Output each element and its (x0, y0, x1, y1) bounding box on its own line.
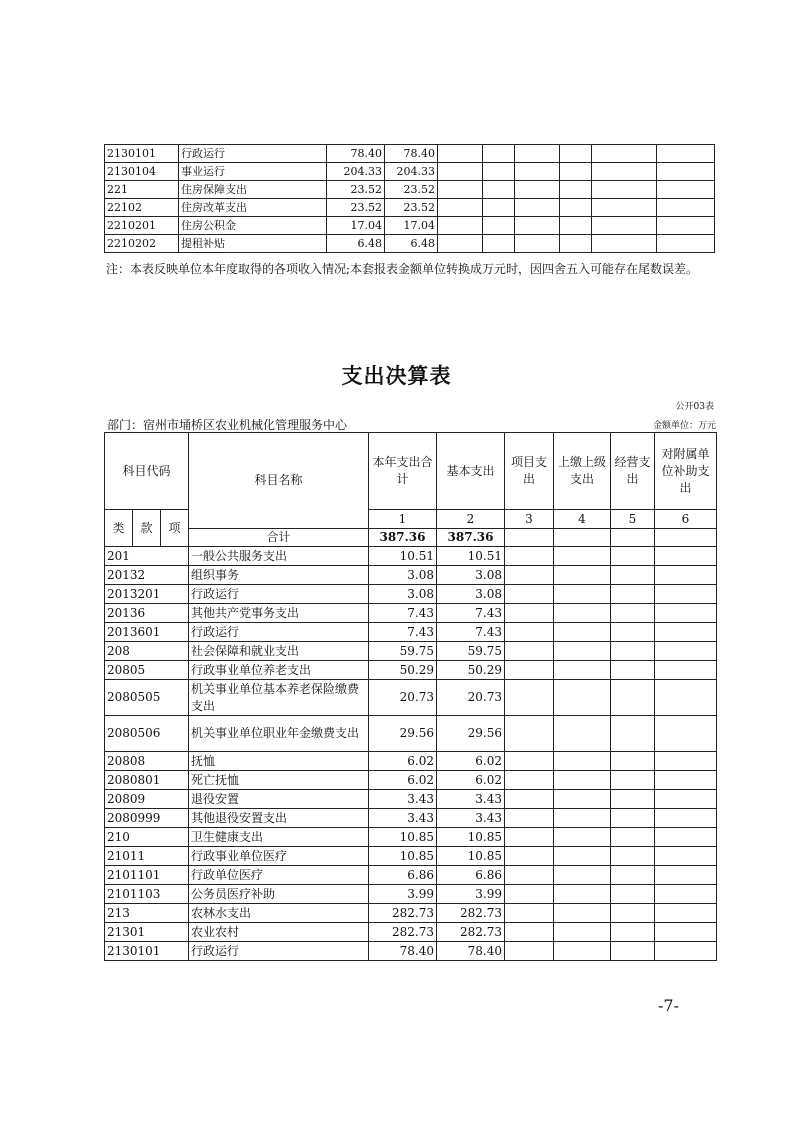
empty-cell (554, 847, 611, 866)
empty-cell (655, 828, 717, 847)
header-basic: 基本支出 (437, 433, 505, 510)
empty-cell (657, 199, 715, 217)
row-total: 78.40 (369, 942, 437, 961)
table-row (105, 199, 715, 217)
row-basic: 17.04 (385, 217, 438, 235)
row-code: 20132 (105, 566, 189, 585)
row-total: 29.56 (369, 716, 437, 752)
empty-cell (611, 585, 655, 604)
empty-cell (554, 623, 611, 642)
header-kuan: 款 (133, 510, 161, 547)
row-code: 22102 (105, 199, 179, 217)
empty-cell (655, 585, 717, 604)
empty-cell (505, 847, 554, 866)
row-basic: 78.40 (437, 942, 505, 961)
col-no-6: 6 (655, 510, 717, 529)
empty-cell (505, 623, 554, 642)
empty-cell (483, 163, 515, 181)
empty-cell (655, 771, 717, 790)
row-name: 住房公积金 (179, 217, 327, 235)
empty-cell (505, 942, 554, 961)
row-basic: 282.73 (437, 904, 505, 923)
col-no-1: 1 (369, 510, 437, 529)
row-basic: 78.40 (385, 145, 438, 163)
empty-cell (554, 771, 611, 790)
row-basic: 20.73 (437, 680, 505, 716)
row-name: 社会保障和就业支出 (189, 642, 369, 661)
row-total: 282.73 (369, 923, 437, 942)
table-row (105, 866, 717, 885)
row-name: 住房改革支出 (179, 199, 327, 217)
row-name: 抚恤 (189, 752, 369, 771)
empty-cell (655, 904, 717, 923)
row-code: 21011 (105, 847, 189, 866)
empty-cell (611, 809, 655, 828)
sum-business (611, 529, 655, 547)
empty-cell (611, 847, 655, 866)
empty-cell (611, 866, 655, 885)
empty-cell (505, 866, 554, 885)
empty-cell (611, 923, 655, 942)
row-code: 2101101 (105, 866, 189, 885)
sum-project (505, 529, 554, 547)
row-basic: 50.29 (437, 661, 505, 680)
empty-cell (554, 680, 611, 716)
table-row (105, 642, 717, 661)
empty-cell (554, 828, 611, 847)
empty-cell (483, 181, 515, 199)
row-name: 机关事业单位职业年金缴费支出 (189, 716, 369, 752)
page-number: -7- (658, 996, 679, 1015)
row-code: 21301 (105, 923, 189, 942)
empty-cell (655, 680, 717, 716)
row-code: 2130101 (105, 145, 179, 163)
header-upper: 上缴上级支出 (554, 433, 611, 510)
table-row (105, 942, 717, 961)
header-xiang: 项 (161, 510, 189, 547)
table-row (105, 623, 717, 642)
row-total: 20.73 (369, 680, 437, 716)
row-basic: 6.02 (437, 771, 505, 790)
table-row (105, 885, 717, 904)
table-row (105, 181, 715, 199)
header-sum-label: 合计 (189, 529, 369, 547)
empty-cell (611, 790, 655, 809)
empty-cell (611, 942, 655, 961)
row-name: 提租补贴 (179, 235, 327, 253)
empty-cell (611, 716, 655, 752)
sum-upper (554, 529, 611, 547)
unit-label: 金额单位：万元 (652, 421, 716, 431)
empty-cell (592, 181, 657, 199)
empty-cell (655, 847, 717, 866)
table-note: 注：本表反映单位本年度取得的各项收入情况;本套报表金额单位转换成万元时，因四舍五入可能存在尾数误差。 (106, 262, 699, 276)
empty-cell (483, 235, 515, 253)
row-code: 213 (105, 904, 189, 923)
row-name: 行政运行 (179, 145, 327, 163)
row-name: 一般公共服务支出 (189, 547, 369, 566)
empty-cell (505, 604, 554, 623)
empty-cell (515, 163, 560, 181)
row-total: 3.43 (369, 790, 437, 809)
table-row (105, 585, 717, 604)
row-total: 3.08 (369, 566, 437, 585)
row-name: 其他退役安置支出 (189, 809, 369, 828)
row-code: 20808 (105, 752, 189, 771)
empty-cell (515, 199, 560, 217)
table-row (105, 566, 717, 585)
empty-cell (505, 547, 554, 566)
row-code: 2101103 (105, 885, 189, 904)
empty-cell (505, 885, 554, 904)
form-id: 公开03表 (675, 402, 714, 412)
table-row (105, 680, 717, 716)
empty-cell (505, 642, 554, 661)
row-total: 6.48 (327, 235, 385, 253)
empty-cell (560, 181, 592, 199)
row-basic: 7.43 (437, 623, 505, 642)
col-no-5: 5 (611, 510, 655, 529)
row-total: 50.29 (369, 661, 437, 680)
row-name: 组织事务 (189, 566, 369, 585)
table-row (105, 716, 717, 752)
empty-cell (554, 885, 611, 904)
table-row (105, 847, 717, 866)
empty-cell (554, 752, 611, 771)
table-row (105, 145, 715, 163)
row-name: 死亡抚恤 (189, 771, 369, 790)
expenditure-table (104, 432, 717, 961)
sum-total: 387.36 (369, 529, 437, 547)
empty-cell (655, 661, 717, 680)
empty-cell (657, 163, 715, 181)
row-name: 行政运行 (189, 942, 369, 961)
empty-cell (592, 235, 657, 253)
col-no-3: 3 (505, 510, 554, 529)
row-basic: 3.43 (437, 790, 505, 809)
row-total: 7.43 (369, 623, 437, 642)
row-total: 17.04 (327, 217, 385, 235)
empty-cell (655, 885, 717, 904)
empty-cell (592, 217, 657, 235)
empty-cell (655, 923, 717, 942)
row-code: 2080801 (105, 771, 189, 790)
table-row (105, 771, 717, 790)
empty-cell (438, 181, 483, 199)
row-code: 2210201 (105, 217, 179, 235)
row-name: 行政单位医疗 (189, 866, 369, 885)
empty-cell (554, 547, 611, 566)
row-total: 6.86 (369, 866, 437, 885)
table-row (105, 904, 717, 923)
row-total: 3.08 (369, 585, 437, 604)
row-basic: 23.52 (385, 199, 438, 217)
empty-cell (505, 771, 554, 790)
empty-cell (611, 885, 655, 904)
row-basic: 23.52 (385, 181, 438, 199)
empty-cell (655, 566, 717, 585)
row-basic: 10.85 (437, 847, 505, 866)
empty-cell (611, 642, 655, 661)
table-row (105, 547, 717, 566)
col-no-2: 2 (437, 510, 505, 529)
empty-cell (611, 752, 655, 771)
empty-cell (438, 217, 483, 235)
header-project: 项目支出 (505, 433, 554, 510)
empty-cell (611, 623, 655, 642)
row-basic: 29.56 (437, 716, 505, 752)
empty-cell (655, 809, 717, 828)
row-basic: 204.33 (385, 163, 438, 181)
row-total: 7.43 (369, 604, 437, 623)
empty-cell (655, 547, 717, 566)
empty-cell (515, 235, 560, 253)
empty-cell (592, 199, 657, 217)
header-subsidy: 对附属单位补助支出 (655, 433, 717, 510)
row-code: 2080506 (105, 716, 189, 752)
empty-cell (560, 217, 592, 235)
row-total: 6.02 (369, 771, 437, 790)
empty-cell (611, 566, 655, 585)
row-total: 3.43 (369, 809, 437, 828)
empty-cell (554, 642, 611, 661)
empty-cell (505, 923, 554, 942)
sum-basic: 387.36 (437, 529, 505, 547)
empty-cell (505, 828, 554, 847)
empty-cell (483, 199, 515, 217)
empty-cell (560, 199, 592, 217)
row-name: 公务员医疗补助 (189, 885, 369, 904)
empty-cell (560, 235, 592, 253)
table-row (105, 752, 717, 771)
empty-cell (560, 163, 592, 181)
row-basic: 10.51 (437, 547, 505, 566)
row-code: 2130104 (105, 163, 179, 181)
table-row (105, 217, 715, 235)
empty-cell (554, 923, 611, 942)
empty-cell (505, 661, 554, 680)
row-basic: 10.85 (437, 828, 505, 847)
page-title: 支出决算表 (341, 364, 452, 388)
row-code: 2013201 (105, 585, 189, 604)
table-row (105, 923, 717, 942)
row-total: 204.33 (327, 163, 385, 181)
row-total: 23.52 (327, 181, 385, 199)
row-name: 行政事业单位养老支出 (189, 661, 369, 680)
row-basic: 6.02 (437, 752, 505, 771)
header-business: 经营支出 (611, 433, 655, 510)
empty-cell (554, 942, 611, 961)
row-name: 农林水支出 (189, 904, 369, 923)
row-basic: 7.43 (437, 604, 505, 623)
row-basic: 3.43 (437, 809, 505, 828)
row-basic: 3.08 (437, 585, 505, 604)
empty-cell (655, 942, 717, 961)
row-total: 10.85 (369, 828, 437, 847)
empty-cell (655, 866, 717, 885)
empty-cell (592, 145, 657, 163)
empty-cell (505, 904, 554, 923)
empty-cell (505, 680, 554, 716)
empty-cell (554, 604, 611, 623)
empty-cell (611, 904, 655, 923)
table-row (105, 828, 717, 847)
empty-cell (554, 661, 611, 680)
empty-cell (554, 790, 611, 809)
empty-cell (515, 145, 560, 163)
row-total: 282.73 (369, 904, 437, 923)
row-code: 2013601 (105, 623, 189, 642)
header-name: 科目名称 (189, 433, 369, 529)
empty-cell (505, 752, 554, 771)
empty-cell (611, 661, 655, 680)
empty-cell (505, 716, 554, 752)
table-row (105, 661, 717, 680)
row-total: 23.52 (327, 199, 385, 217)
empty-cell (657, 235, 715, 253)
empty-cell (505, 790, 554, 809)
empty-cell (554, 809, 611, 828)
empty-cell (657, 217, 715, 235)
row-code: 20809 (105, 790, 189, 809)
row-code: 210 (105, 828, 189, 847)
empty-cell (438, 235, 483, 253)
empty-cell (611, 771, 655, 790)
empty-cell (611, 547, 655, 566)
row-code: 208 (105, 642, 189, 661)
empty-cell (554, 716, 611, 752)
row-basic: 3.08 (437, 566, 505, 585)
row-total: 78.40 (327, 145, 385, 163)
department-label: 部门：宿州市埇桥区农业机械化管理服务中心 (107, 418, 348, 432)
row-name: 行政运行 (189, 585, 369, 604)
row-basic: 282.73 (437, 923, 505, 942)
empty-cell (515, 217, 560, 235)
empty-cell (657, 181, 715, 199)
row-code: 2080505 (105, 680, 189, 716)
row-total: 6.02 (369, 752, 437, 771)
row-code: 2080999 (105, 809, 189, 828)
row-total: 10.51 (369, 547, 437, 566)
table-row (105, 809, 717, 828)
row-name: 机关事业单位基本养老保险缴费支出 (189, 680, 369, 716)
empty-cell (657, 145, 715, 163)
sum-subsidy (655, 529, 717, 547)
row-name: 卫生健康支出 (189, 828, 369, 847)
row-basic: 3.99 (437, 885, 505, 904)
empty-cell (611, 828, 655, 847)
col-no-4: 4 (554, 510, 611, 529)
empty-cell (655, 716, 717, 752)
table-row (105, 604, 717, 623)
table-row (105, 235, 715, 253)
row-code: 201 (105, 547, 189, 566)
row-total: 59.75 (369, 642, 437, 661)
empty-cell (554, 585, 611, 604)
empty-cell (655, 623, 717, 642)
empty-cell (655, 752, 717, 771)
empty-cell (483, 217, 515, 235)
row-code: 221 (105, 181, 179, 199)
row-name: 行政事业单位医疗 (189, 847, 369, 866)
empty-cell (554, 566, 611, 585)
row-basic: 59.75 (437, 642, 505, 661)
row-total: 10.85 (369, 847, 437, 866)
header-total: 本年支出合计 (369, 433, 437, 510)
empty-cell (438, 163, 483, 181)
empty-cell (655, 604, 717, 623)
empty-cell (560, 145, 592, 163)
row-code: 2210202 (105, 235, 179, 253)
row-name: 退役安置 (189, 790, 369, 809)
empty-cell (554, 866, 611, 885)
row-name: 事业运行 (179, 163, 327, 181)
row-code: 20136 (105, 604, 189, 623)
empty-cell (515, 181, 560, 199)
empty-cell (505, 585, 554, 604)
empty-cell (505, 566, 554, 585)
empty-cell (592, 163, 657, 181)
row-basic: 6.86 (437, 866, 505, 885)
row-total: 3.99 (369, 885, 437, 904)
empty-cell (655, 642, 717, 661)
table-row (105, 163, 715, 181)
empty-cell (438, 145, 483, 163)
row-name: 农业农村 (189, 923, 369, 942)
empty-cell (438, 199, 483, 217)
empty-cell (611, 680, 655, 716)
empty-cell (505, 809, 554, 828)
empty-cell (655, 790, 717, 809)
row-name: 行政运行 (189, 623, 369, 642)
row-name: 其他共产党事务支出 (189, 604, 369, 623)
row-name: 住房保障支出 (179, 181, 327, 199)
row-code: 2130101 (105, 942, 189, 961)
empty-cell (611, 604, 655, 623)
row-basic: 6.48 (385, 235, 438, 253)
empty-cell (554, 904, 611, 923)
table-row (105, 790, 717, 809)
empty-cell (483, 145, 515, 163)
row-code: 20805 (105, 661, 189, 680)
header-lei: 类 (105, 510, 133, 547)
previous-table-continuation (104, 144, 715, 253)
header-code: 科目代码 (105, 433, 189, 510)
